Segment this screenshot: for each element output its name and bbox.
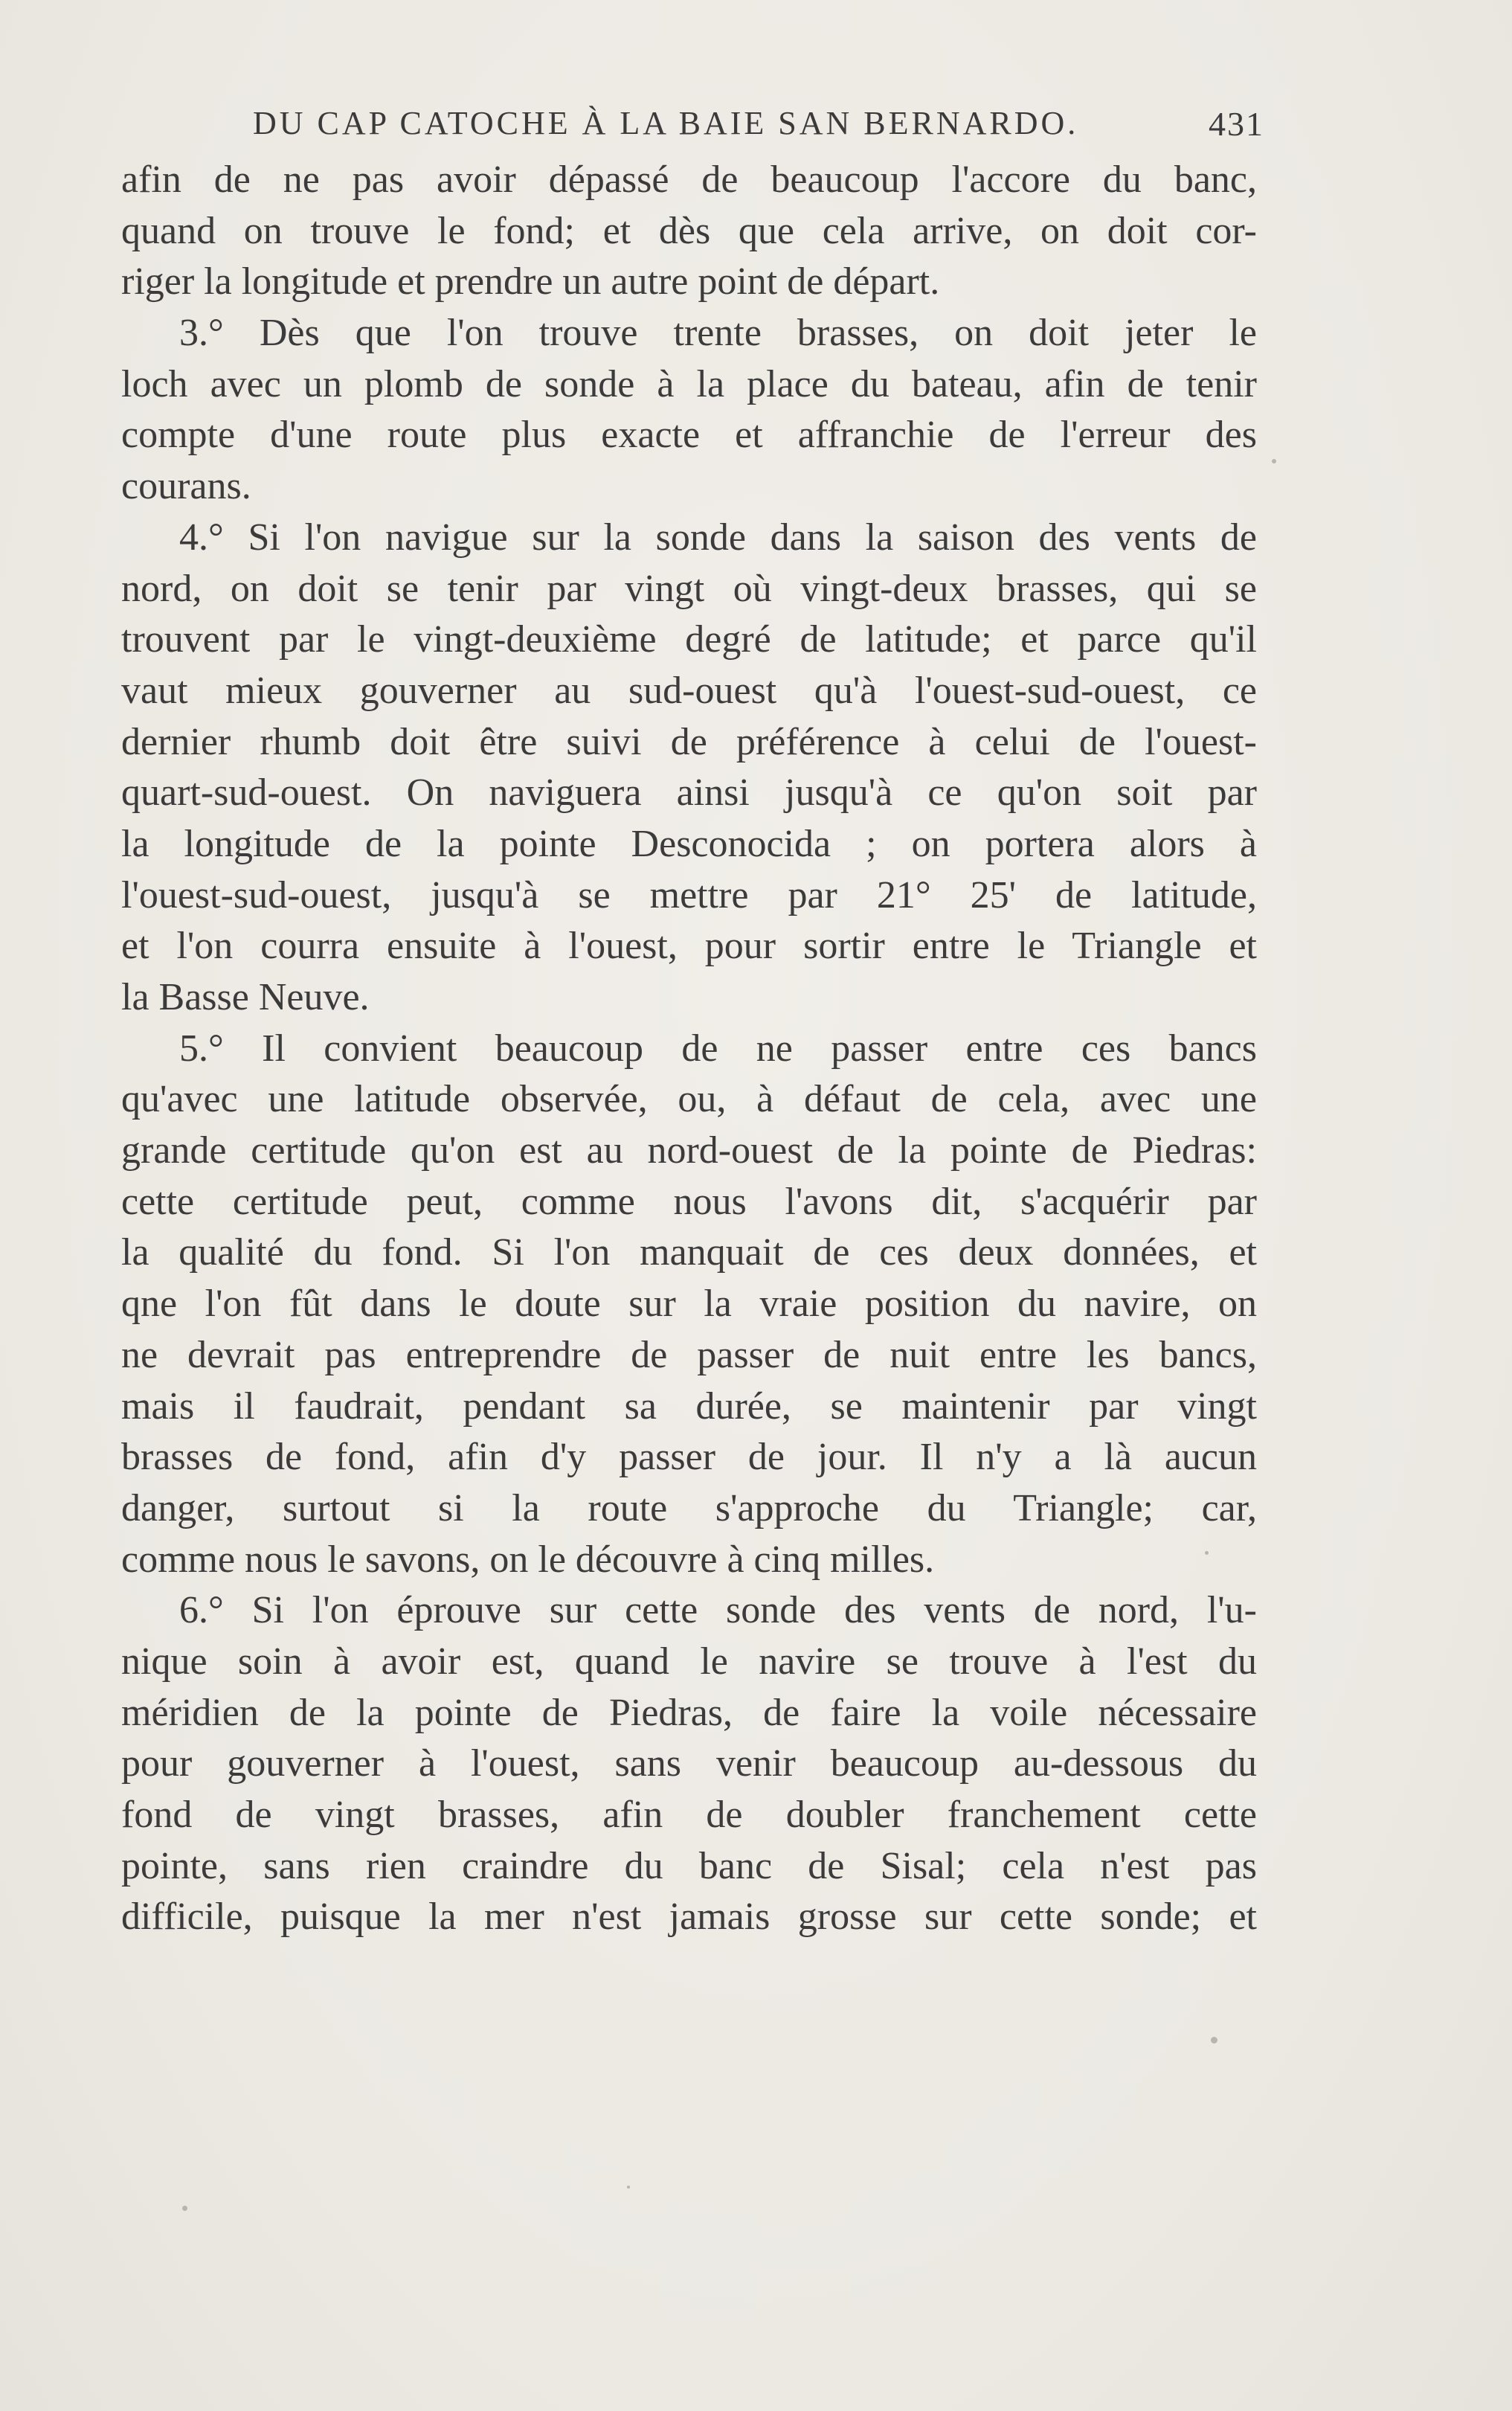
text-line: difficile, puisque la mer n'est jamais grosse sur cette sonde; et [121, 1895, 1257, 1939]
text-line: et l'on courra ensuite à l'ouest, pour sortir entre le Triangle et [121, 925, 1257, 968]
text-line: compte d'une route plus exacte et affranchie de l'erreur des [121, 414, 1257, 457]
text-line: la qualité du fond. Si l'on manquait de ces deux données, et [121, 1231, 1257, 1274]
text-line: nord, on doit se tenir par vingt où vingt-deux brasses, qui se [121, 567, 1257, 610]
text-line: qu'avec une latitude observée, ou, à défaut de cela, avec une [121, 1078, 1257, 1121]
page-number: 431 [1209, 105, 1264, 143]
text-line: nique soin à avoir est, quand le navire se trouve à l'est du [121, 1640, 1257, 1683]
text-line: comme nous le savons, on le découvre à cinq milles. [121, 1538, 935, 1581]
text-line: loch avec un plomb de sonde à la place du bateau, afin de tenir [121, 362, 1257, 405]
text-line: vaut mieux gouverner au sud-ouest qu'à l'ouest-sud-ouest, ce [121, 669, 1257, 712]
text-line: qne l'on fût dans le doute sur la vraie position du navire, on [121, 1282, 1257, 1326]
text-line: quart-sud-ouest. On naviguera ainsi jusqu'à ce qu'on soit par [121, 771, 1257, 815]
text-line: trouvent par le vingt-deuxième degré de latitude; et parce qu'il [121, 618, 1257, 661]
text-line: dernier rhumb doit être suivi de préférence à celui de l'ouest- [121, 720, 1257, 763]
text-line: grande certitude qu'on est au nord-ouest de la pointe de Piedras: [121, 1129, 1257, 1172]
paper-speck [627, 2186, 630, 2189]
text-line: cette certitude peut, comme nous l'avons dit, s'acquérir par [121, 1180, 1257, 1223]
text-line: 4.° Si l'on navigue sur la sonde dans la saison des vents de [179, 516, 1257, 559]
paper-speck [1205, 1551, 1209, 1555]
text-line: la Basse Neuve. [121, 976, 370, 1018]
running-head: DU CAP CATOCHE À LA BAIE SAN BERNARDO. [253, 105, 1079, 141]
text-line: la longitude de la pointe Desconocida ; on portera alors à [121, 822, 1257, 865]
text-line: méridien de la pointe de Piedras, de faire la voile nécessaire [121, 1691, 1257, 1734]
text-line: danger, surtout si la route s'approche du Triangle; car, [121, 1486, 1257, 1529]
text-line: pointe, sans rien craindre du banc de Sisal; cela n'est pas [121, 1844, 1257, 1887]
text-line: 5.° Il convient beaucoup de ne passer entre ces bancs [179, 1027, 1257, 1070]
text-line: quand on trouve le fond; et dès que cela arrive, on doit cor- [121, 209, 1257, 252]
text-line: afin de ne pas avoir dépassé de beaucoup l'accore du banc, [121, 158, 1257, 201]
paper-speck [1211, 2037, 1217, 2044]
body-text [121, 155, 1257, 1943]
text-line: riger la longitude et prendre un autre point de départ. [121, 260, 940, 304]
text-line: ne devrait pas entreprendre de passer de nuit entre les bancs, [121, 1333, 1257, 1376]
paper-speck [182, 2206, 187, 2211]
text-line: l'ouest-sud-ouest, jusqu'à se mettre par 21° 25' de latitude, [121, 873, 1257, 916]
text-line: fond de vingt brasses, afin de doubler franchement cette [121, 1794, 1257, 1836]
text-line: courans. [121, 465, 251, 508]
text-line: 6.° Si l'on éprouve sur cette sonde des vents de nord, l'u- [179, 1589, 1257, 1632]
page-header [253, 104, 1264, 156]
text-line: mais il faudrait, pendant sa durée, se maintenir par vingt [121, 1384, 1257, 1428]
text-line: brasses de fond, afin d'y passer de jour. Il n'y a là aucun [121, 1436, 1257, 1479]
paper-speck [1272, 459, 1276, 463]
text-line: 3.° Dès que l'on trouve trente brasses, on doit jeter le [179, 312, 1257, 355]
text-line: pour gouverner à l'ouest, sans venir beaucoup au-dessous du [121, 1742, 1257, 1785]
